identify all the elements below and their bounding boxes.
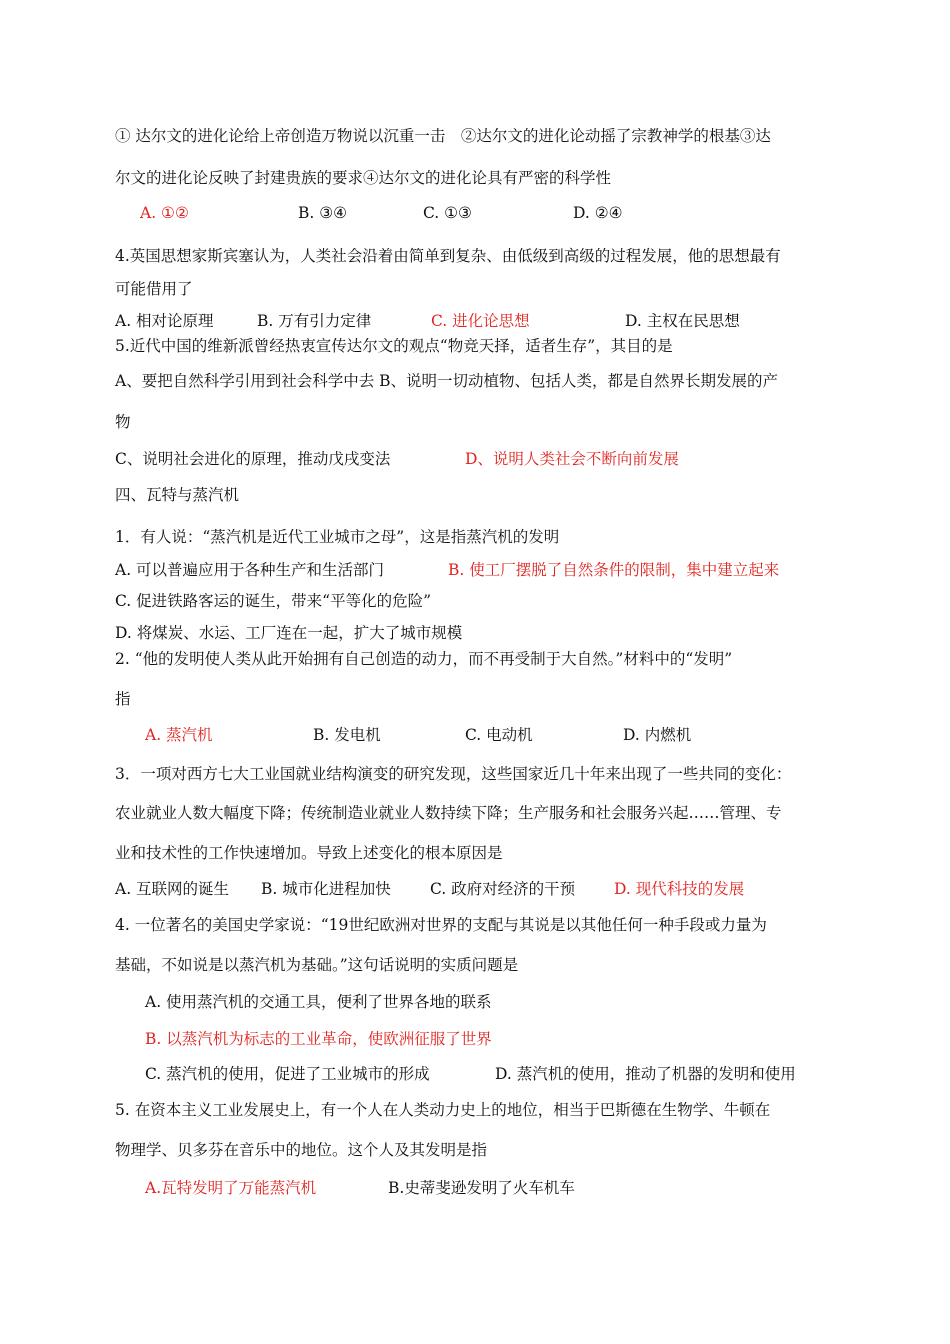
question-text: 4.英国思想家斯宾塞认为，人类社会沿着由简单到复杂、由低级到高级的过程发展，他的思想最有 — [115, 247, 781, 265]
option-text: B. 万有引力定律 — [257, 312, 372, 330]
option-text: C. 政府对经济的干预 — [430, 880, 576, 898]
option-text: A. 互联网的诞生 — [115, 880, 230, 898]
question-text: 可能借用了 — [115, 280, 193, 298]
question-text: 四、瓦特与蒸汽机 — [115, 486, 240, 504]
correct-option: A. 蒸汽机 — [145, 726, 213, 744]
question-text: 2. “他的发明使人类从此开始拥有自己创造的动力，而不再受制于大自然。”材料中的“发明” — [115, 650, 733, 668]
option-text: B. ③④ — [298, 204, 348, 222]
option-text: C. 蒸汽机的使用，促进了工业城市的形成 — [145, 1065, 430, 1083]
option-text: D. ②④ — [573, 204, 623, 222]
text-line — [115, 485, 239, 505]
correct-option: A.瓦特发明了万能蒸汽机 — [145, 1179, 317, 1197]
text-line — [115, 803, 782, 823]
option-text: B.史蒂斐逊发明了火车机车 — [388, 1179, 575, 1197]
text-line — [115, 412, 131, 432]
question-text: C. 促进铁路客运的诞生，带来“平等化的危险” — [115, 592, 432, 610]
question-text: D. 将煤炭、水运、工厂连在一起，扩大了城市规模 — [115, 624, 463, 642]
option-text: C. ①③ — [423, 204, 472, 222]
text-line — [115, 915, 767, 935]
text-line — [115, 336, 673, 356]
question-text: 5.近代中国的维新派曾经热衷宣传达尔文的观点“物竞天择，适者生存”，其目的是 — [115, 337, 673, 355]
option-text: D. 主权在民思想 — [625, 312, 740, 330]
text-line — [115, 449, 815, 469]
text-line — [115, 126, 771, 146]
option-text: B. 城市化进程加快 — [261, 880, 391, 898]
text-line — [115, 1140, 487, 1160]
question-text: 4. 一位著名的美国史学家说：“19世纪欧洲对世界的支配与其说是以其他任何一种手段或力量为 — [115, 916, 767, 934]
text-line — [115, 955, 518, 975]
text-line — [115, 168, 611, 188]
text-line — [115, 1100, 770, 1120]
text-line — [145, 1064, 845, 1084]
option-text: D. 内燃机 — [623, 726, 692, 744]
option-text: B. 发电机 — [313, 726, 381, 744]
question-text: 基础，不如说是以蒸汽机为基础。”这句话说明的实质问题是 — [115, 956, 519, 974]
question-text: A. 使用蒸汽机的交通工具，便利了世界各地的联系 — [145, 993, 492, 1011]
text-line — [115, 689, 131, 709]
option-text: A. 可以普遍应用于各种生产和生活部门 — [115, 561, 385, 579]
text-line — [115, 764, 791, 784]
text-line — [145, 992, 492, 1012]
question-text: 农业就业人数大幅度下降；传统制造业就业人数持续下降；生产服务和社会服务兴起……管理、专 — [115, 804, 782, 822]
question-text: 指 — [115, 690, 131, 708]
text-line — [145, 1178, 845, 1198]
text-line — [145, 1029, 492, 1049]
text-line — [115, 560, 815, 580]
correct-option: C. 进化论思想 — [431, 312, 530, 330]
question-text: 业和技术性的工作快速增加。导致上述变化的根本原因是 — [115, 844, 503, 862]
option-text: D. 蒸汽机的使用，推动了机器的发明和使用 — [495, 1065, 796, 1083]
text-line — [115, 279, 193, 299]
text-line — [115, 725, 815, 745]
text-line — [115, 203, 815, 223]
text-line — [115, 246, 781, 266]
question-text: 3．一项对西方七大工业国就业结构演变的研究发现，这些国家近几十年来出现了一些共同的变化： — [115, 765, 792, 783]
question-text: 尔文的进化论反映了封建贵族的要求④达尔文的进化论具有严密的科学性 — [115, 169, 612, 187]
text-line — [115, 649, 732, 669]
correct-option: A. ①② — [140, 204, 189, 222]
text-line — [115, 371, 778, 391]
text-line — [115, 527, 559, 547]
text-line — [115, 311, 815, 331]
option-text: A. 相对论原理 — [115, 312, 214, 330]
text-line — [115, 843, 503, 863]
question-text: 5. 在资本主义工业发展史上，有一个人在人类动力史上的地位，相当于巴斯德在生物学、牛顿在 — [115, 1101, 771, 1119]
question-text: A、要把自然科学引用到社会科学中去 B、说明一切动植物、包括人类，都是自然界长期发展的产 — [115, 372, 779, 390]
text-line — [115, 591, 431, 611]
text-line — [115, 879, 815, 899]
question-text: ① 达尔文的进化论给上帝创造万物说以沉重一击 ②达尔文的进化论动摇了宗教神学的根基③达 — [115, 127, 771, 145]
question-text: 1．有人说：“蒸汽机是近代工业城市之母”，这是指蒸汽机的发明 — [115, 528, 560, 546]
correct-option: D、说明人类社会不断向前发展 — [465, 450, 679, 468]
text-line — [115, 623, 462, 643]
answer-text: B. 以蒸汽机为标志的工业革命，使欧洲征服了世界 — [145, 1030, 492, 1048]
option-text: C、说明社会进化的原理，推动戊戌变法 — [115, 450, 391, 468]
correct-option: D. 现代科技的发展 — [614, 880, 745, 898]
correct-option: B. 使工厂摆脱了自然条件的限制，集中建立起来 — [448, 561, 780, 579]
question-text: 物 — [115, 413, 131, 431]
option-text: C. 电动机 — [465, 726, 533, 744]
question-text: 物理学、贝多芬在音乐中的地位。这个人及其发明是指 — [115, 1141, 488, 1159]
